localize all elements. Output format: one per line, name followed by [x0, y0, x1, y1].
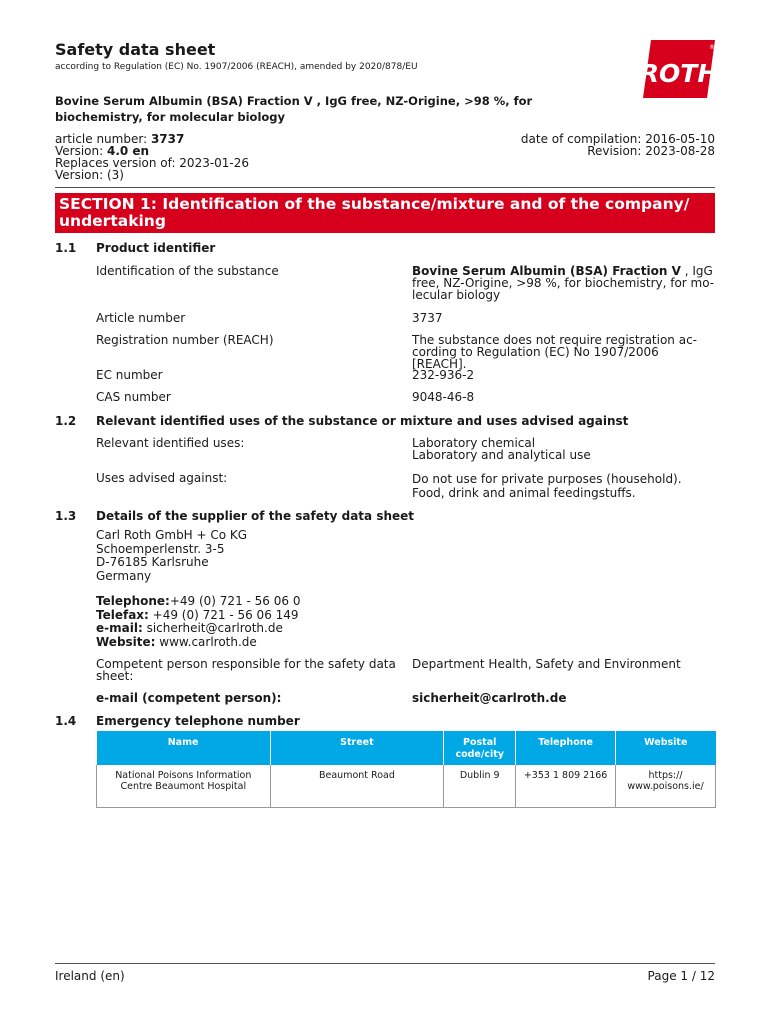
field-value: 3737: [412, 311, 443, 325]
address-line: Schoemperlenstr. 3-5: [96, 541, 225, 556]
subsection-number: 1.2: [55, 414, 77, 428]
subsection-number: 1.4: [55, 714, 77, 728]
telefax-value: +49 (0) 721 - 56 06 149: [148, 607, 299, 622]
revision-date: Revision: 2023-08-28: [587, 144, 715, 158]
column-header: Telephone: [516, 731, 616, 765]
telephone-value: +49 (0) 721 - 56 06 0: [169, 594, 301, 608]
version-value: 4.0 en: [106, 144, 150, 158]
emergency-contacts-table: [96, 731, 716, 808]
subsection-number: 1.3: [55, 509, 77, 523]
compilation-date: date of compilation: 2016-05-10: [520, 132, 715, 146]
website-label: Website:: [96, 634, 156, 649]
competent-email-value: sicherheit@carlroth.de: [412, 691, 567, 705]
replaces-version-number: Version: (3): [55, 168, 124, 182]
document-meta-left: [55, 133, 249, 181]
field-label: Article number: [96, 311, 186, 325]
field-label: EC number: [96, 368, 163, 382]
header-divider: [55, 187, 715, 188]
column-header: Street: [270, 731, 444, 765]
identified-use-item: Laboratory and analytical use: [412, 448, 591, 462]
regulation-subtitle: according to Regulation (EC) No. 1907/2006 (REACH), amended by 2020/878/EU: [55, 62, 418, 72]
subsection-title: Emergency telephone number: [96, 714, 300, 728]
article-number-label: article number:: [55, 132, 151, 146]
table-cell: Beaumont Road: [270, 765, 444, 807]
address-line: Germany: [96, 568, 152, 583]
table-cell: National Poisons Information Centre Beaumont Hospital: [97, 765, 271, 807]
table-row: [97, 765, 716, 807]
footer-country: Ireland (en): [55, 969, 125, 983]
table-header-row: [97, 731, 716, 765]
field-value: Department Health, Safety and Environment: [412, 657, 681, 671]
section-1-heading: SECTION 1: Identification of the substance/mixture and of the company/ undertaking: [55, 193, 715, 233]
field-label: Identification of the substance: [96, 264, 279, 278]
field-value: The substance does not require registration ac-cording to Regulation (EC) No 1907/2006 [REACH].: [412, 333, 697, 371]
subsection-number: 1.1: [55, 241, 77, 255]
advised-against-item: Food, drink and animal feedingstuffs.: [412, 486, 636, 500]
uses-advised-against: [412, 472, 717, 500]
field-label: e-mail (competent person):: [96, 691, 282, 705]
svg-text:®: ®: [709, 44, 715, 51]
table-cell: Dublin 9: [444, 765, 516, 807]
roth-logo: [643, 40, 715, 98]
product-name: Bovine Serum Albumin (BSA) Fraction V , IgG free, NZ-Origine, >98 %, for biochemistry, for molecular biology: [55, 94, 533, 124]
identified-use-item: Laboratory chemical: [412, 436, 536, 450]
email-value: sicherheit@carlroth.de: [142, 621, 283, 635]
document-title: Safety data sheet: [55, 40, 216, 59]
field-label: Relevant identified uses:: [96, 436, 245, 450]
footer-divider: [55, 963, 715, 964]
address-line: D-76185 Karlsruhe: [96, 555, 209, 569]
version-label: Version:: [55, 144, 107, 158]
email-label: e-mail:: [96, 621, 143, 635]
telephone-label: Telephone:: [96, 594, 170, 608]
page-number: Page 1 / 12: [647, 969, 715, 983]
replaces-version: Replaces version of: 2023-01-26: [55, 156, 250, 170]
field-label: CAS number: [96, 390, 171, 404]
supplier-contacts: [96, 595, 300, 649]
table-cell: +353 1 809 2166: [516, 765, 616, 807]
column-header: Website: [616, 731, 716, 765]
table-cell: https:// www.poisons.ie/: [616, 765, 716, 807]
substance-identification: [412, 265, 717, 301]
advised-against-item: Do not use for private purposes (household).: [412, 472, 682, 486]
subsection-title: Product identifier: [96, 241, 216, 255]
column-header: Name: [97, 731, 271, 765]
field-label: Registration number (REACH): [96, 333, 274, 347]
logo-text: ROTH: [643, 59, 715, 88]
field-value: 9048-46-8: [412, 390, 475, 404]
column-header: Postal code/city: [444, 731, 516, 765]
supplier-address: [96, 529, 247, 583]
subsection-title: Details of the supplier of the safety data sheet: [96, 509, 415, 523]
field-label: Competent person responsible for the safety data sheet:: [96, 657, 396, 683]
telefax-label: Telefax:: [96, 607, 149, 622]
substance-name: Bovine Serum Albumin (BSA) Fraction V: [412, 264, 681, 278]
field-value: 232-936-2: [412, 368, 475, 382]
identified-uses: [412, 437, 717, 461]
website-value: www.carlroth.de: [155, 634, 257, 649]
field-label: Uses advised against:: [96, 471, 228, 485]
article-number-value: 3737: [150, 132, 185, 146]
subsection-title: Relevant identified uses of the substance or mixture and uses advised against: [96, 414, 629, 428]
substance-description: , IgG free, NZ-Origine, >98 %, for biochemistry, for mo-lecular biology: [412, 264, 715, 302]
address-line: Carl Roth GmbH + Co KG: [96, 528, 248, 542]
document-meta-right: [521, 133, 715, 157]
